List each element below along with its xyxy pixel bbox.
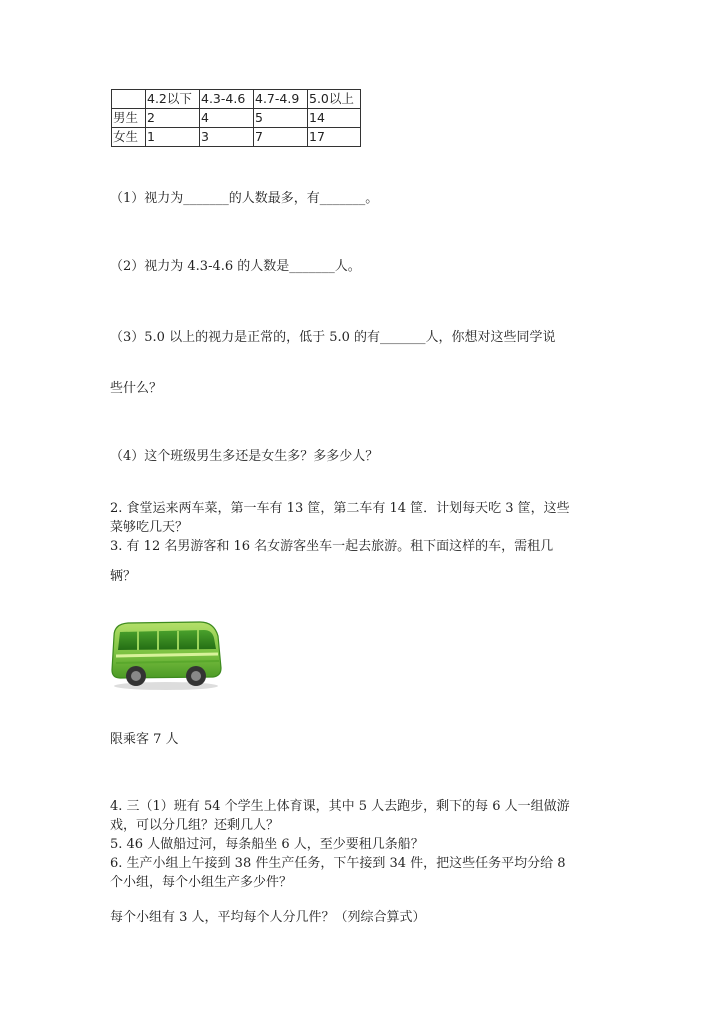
table-cell: 4 — [200, 109, 254, 128]
vision-table — [111, 89, 361, 147]
question-3-line-1: （3）5.0 以上的视力是正常的，低于 5.0 的有_______人，你想对这些同学说 — [110, 330, 556, 345]
question-2: （2）视力为 4.3-4.6 的人数是_______人。 — [110, 259, 361, 274]
question-4: （4）这个班级男生多还是女生多？多多少人？ — [110, 449, 379, 464]
problem-5: 5. 46 人做船过河，每条船坐 6 人，至少要租几条船？ — [110, 837, 424, 852]
table-cell: 5 — [254, 109, 308, 128]
table-row — [112, 109, 361, 128]
table-cell: 17 — [308, 128, 361, 147]
table-cell: 2 — [146, 109, 200, 128]
problem-6-line-2: 个小组，每个小组生产多少件？ — [110, 875, 293, 890]
problem-6-line-3: 每个小组有 3 人，平均每个人分几件？（列综合算式） — [110, 910, 426, 925]
problem-6-line-1: 6. 生产小组上午接到 38 件生产任务，下午接到 34 件，把这些任务平均分给 8 — [110, 856, 566, 871]
table-cell: 7 — [254, 128, 308, 147]
table-cell: 4.2以下 — [146, 90, 200, 109]
problem-2-line-1: 2. 食堂运来两车菜，第一车有 13 筐，第二车有 14 筐．计划每天吃 3 筐，这些 — [110, 501, 570, 516]
table-cell: 女生 — [112, 128, 146, 147]
problem-2-line-2: 菜够吃几天？ — [110, 520, 189, 535]
problem-4-line-2: 戏，可以分几组？还剩几人？ — [110, 818, 280, 833]
bus-icon — [108, 616, 224, 692]
table-cell: 4.7-4.9 — [254, 90, 308, 109]
table-cell: 4.3-4.6 — [200, 90, 254, 109]
table-cell: 1 — [146, 128, 200, 147]
problem-3-line-2: 辆？ — [110, 569, 137, 584]
table-header-row — [112, 90, 361, 109]
table-cell: 男生 — [112, 109, 146, 128]
question-3-line-2: 些什么？ — [110, 381, 163, 396]
table-row — [112, 128, 361, 147]
bus-caption: 限乘客 7 人 — [110, 732, 179, 747]
table-cell: 5.0以上 — [308, 90, 361, 109]
table-cell: 3 — [200, 128, 254, 147]
problem-3-line-1: 3. 有 12 名男游客和 16 名女游客坐车一起去旅游。租下面这样的车，需租几 — [110, 539, 554, 554]
problem-4-line-1: 4. 三（1）班有 54 个学生上体育课，其中 5 人去跑步，剩下的每 6 人一组做游 — [110, 799, 570, 814]
table-cell: 14 — [308, 109, 361, 128]
table-cell — [112, 90, 146, 109]
question-1: （1）视力为_______的人数最多，有_______。 — [110, 191, 379, 206]
